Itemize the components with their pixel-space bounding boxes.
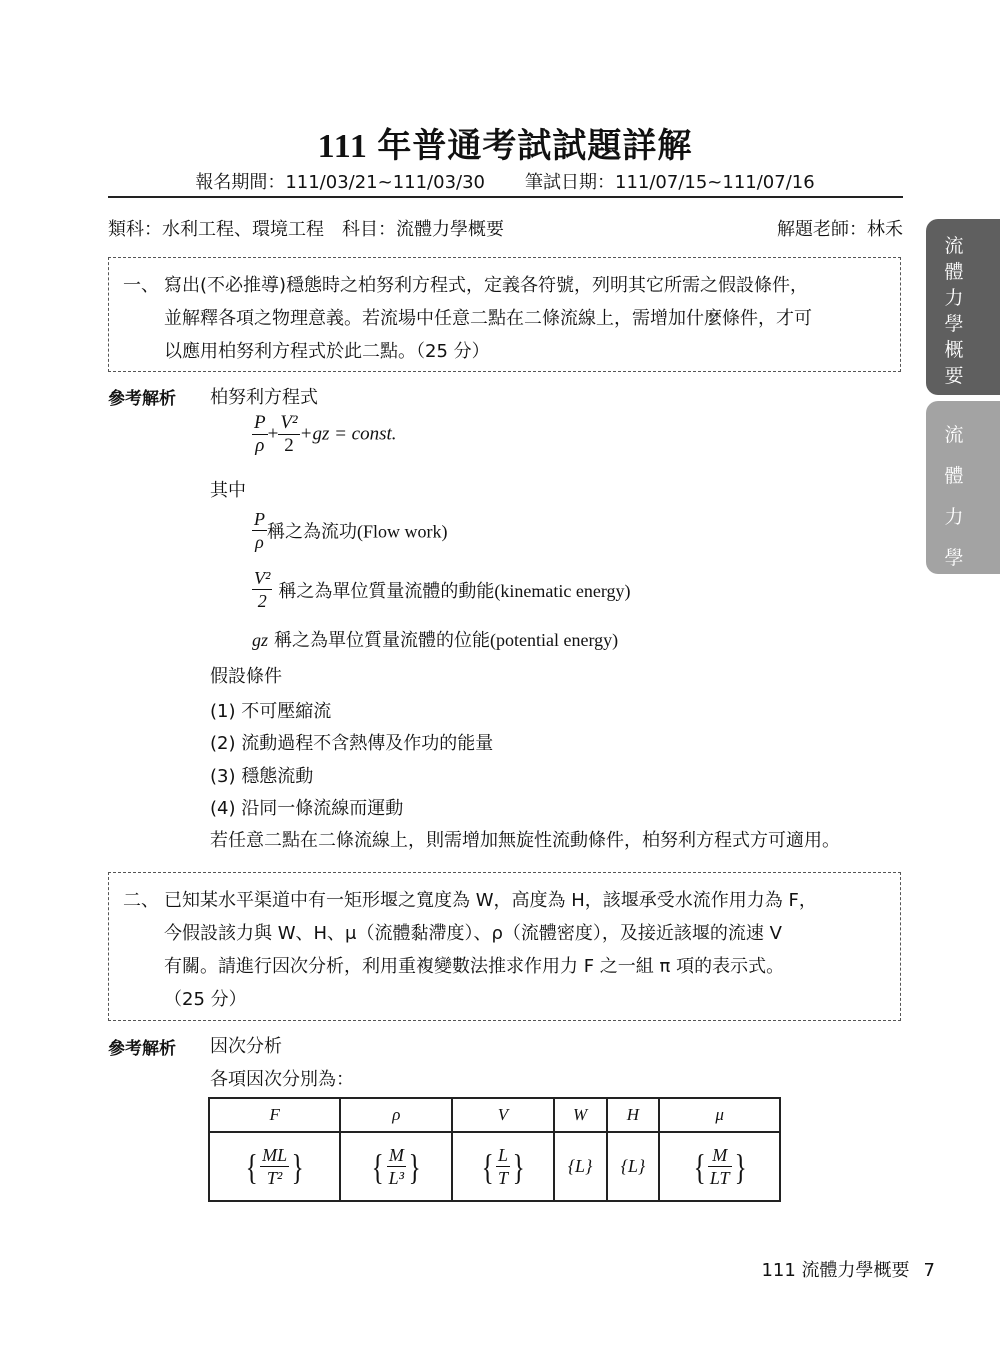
question-2-number: 二、 [123,890,159,911]
table-header: H [607,1098,660,1132]
question-1-number: 一、 [123,275,159,296]
question-2-box [108,872,901,1021]
assumption-item: (1) 不可壓縮流 [210,701,332,722]
term-potential-energy: gz 稱之為單位質量流體的位能(potential energy) [252,630,619,650]
answer-1-heading: 柏努利方程式 [210,387,318,408]
category-subject: 類科：水利工程、環境工程 科目：流體力學概要 [108,219,504,240]
table-header: W [554,1098,607,1132]
term-kinetic-energy: $\frac{\text{V²}}{2}$ 稱之為單位質量流體的動能(kinematic energy) [254,568,631,611]
side-tab-top-label: 流 體 力 學 概 要 [944,235,964,387]
question-2-line: 有關。請進行因次分析，利用重複變數法推求作用力 F 之一組 π 項的表示式。 [164,956,785,977]
question-1-line: 寫出(不必推導)穩態時之柏努利方程式，定義各符號，列明其它所需之假設條件， [164,275,809,296]
answer-2-subheading: 各項因次分別為： [210,1069,354,1090]
bernoulli-equation: $\frac{P}{\rho}$ + $\frac{\text{V²}}{2}$ +gz = const. [254,412,397,456]
page-number: 7 [923,1260,935,1281]
dimension-table [208,1097,781,1202]
table-cell: { $\frac{L}{T}$ } [452,1132,553,1201]
page-footer [700,1256,935,1282]
table-cell: {L} [607,1132,660,1201]
registration-period: 報名期間：111/03/21~111/03/30 [195,172,485,193]
info-row [108,215,903,241]
assumption-item: (4) 沿同一條流線而運動 [210,798,404,819]
table-header: F [209,1098,340,1132]
side-tab-inactive[interactable] [926,401,1000,574]
teacher: 解題老師：林禾 [777,219,903,240]
table-header: V [452,1098,553,1132]
question-1-line: 以應用柏努利方程式於此二點。（25 分） [164,341,490,362]
table-header: ρ [340,1098,452,1132]
question-1-line: 並解釋各項之物理意義。若流場中任意二點在二條流線上，需增加什麼條件，才可 [164,308,812,329]
table-cell: { $\frac{M}{LT}$ } [659,1132,780,1201]
side-tab-bottom-label: 流 體 力 學 [944,424,964,569]
exam-dates [0,168,1000,194]
table-header: μ [659,1098,780,1132]
answer-1-label: 參考解析 [108,389,176,409]
assumption-item: (2) 流動過程不含熱傳及作功的能量 [210,733,494,754]
table-cell: { $\frac{M}{\text{L³}}$ } [340,1132,452,1201]
question-1-box [108,257,901,372]
among-label: 其中 [210,480,246,501]
title-rule [108,196,903,198]
question-2-line: （25 分） [164,989,247,1010]
assumptions-heading: 假設條件 [210,666,282,687]
assumption-item: (3) 穩態流動 [210,766,314,787]
answer-2-heading: 因次分析 [210,1036,282,1057]
side-tab-active[interactable] [926,219,1000,395]
question-2-line: 今假設該力與 W、H、μ（流體黏滯度）、ρ（流體密度），及接近該堰的流速 V [164,923,782,944]
answer-2-label: 參考解析 [108,1039,176,1059]
question-2-line: 已知某水平渠道中有一矩形堰之寬度為 W，高度為 H，該堰承受水流作用力為 F， [164,890,817,911]
page-title: 111 年普通考試試題詳解 [317,128,693,165]
footer-label: 111 流體力學概要 [761,1260,910,1281]
answer-1-conclusion: 若任意二點在二條流線上，則需增加無旋性流動條件，柏努利方程式方可適用。 [210,830,840,851]
term-flow-work: $\frac{P}{\rho}$ 稱之為流功(Flow work) [254,509,448,552]
exam-date: 筆試日期：111/07/15~111/07/16 [525,172,815,193]
table-cell: { $\frac{ML}{\text{T²}}$ } [209,1132,340,1201]
table-cell: {L} [554,1132,607,1201]
